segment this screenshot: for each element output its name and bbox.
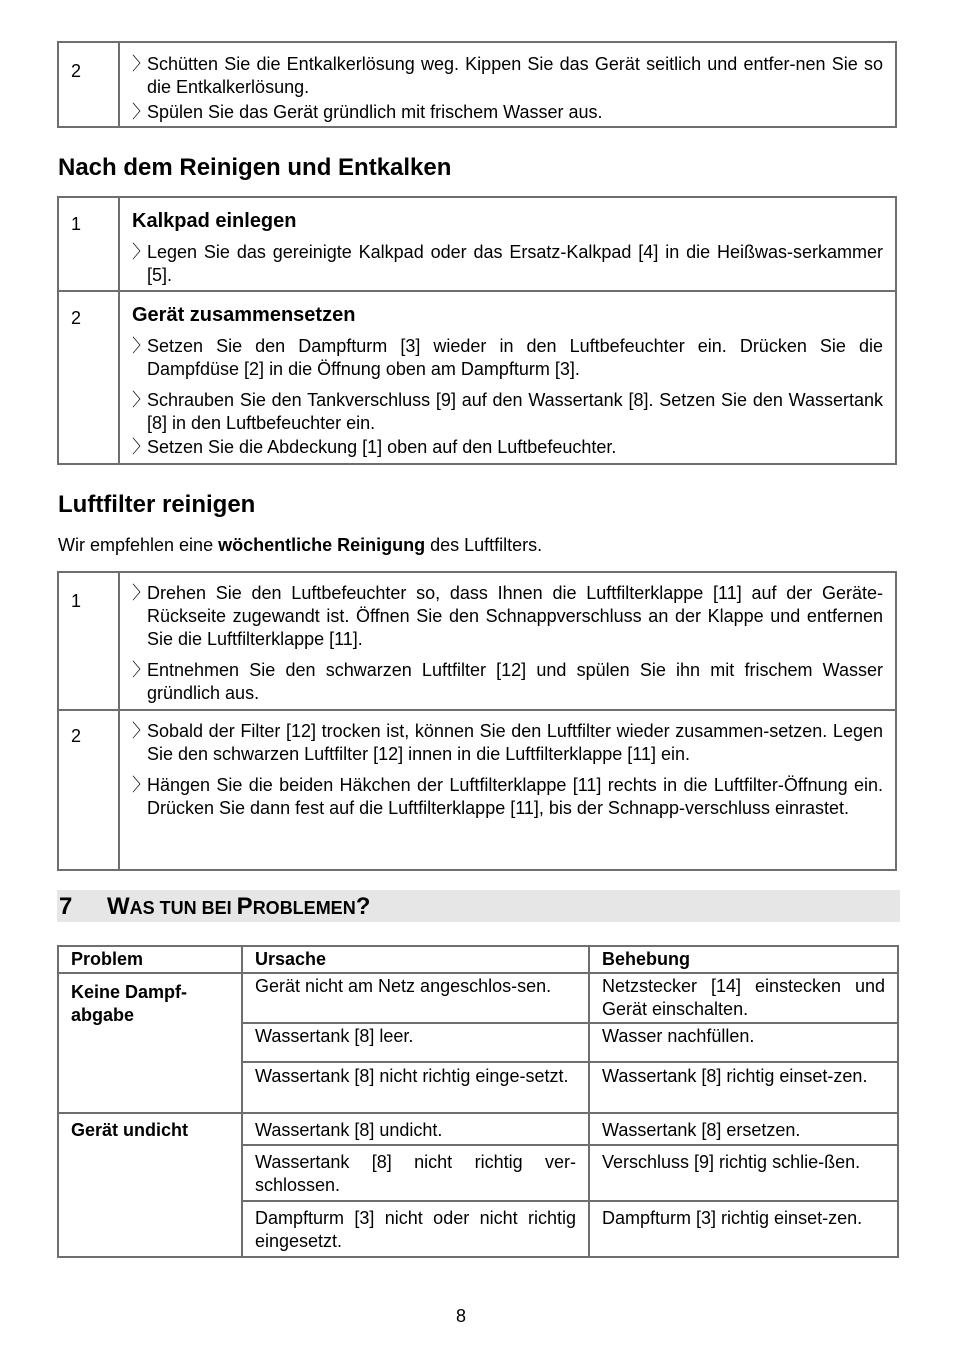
bullet-arrow-icon: 〉 [132, 336, 150, 356]
instruction-bullet: 〉 Schütten Sie die Entkalkerlösung weg. Kippen Sie das Gerät seitlich und entfer-nen Sie so die Entkalkerlösung. [132, 54, 883, 97]
troubleshooting-table [57, 945, 899, 1258]
instruction-bullet: 〉 Setzen Sie den Dampfturm [3] wieder in den Luftbefeuchter ein. Drücken Sie die Dampfdüse [2] in die Öffnung oben am Dampfturm [3]. [132, 336, 883, 379]
cause-cell: Wassertank [8] leer. [242, 1023, 589, 1062]
step-number: 1 [58, 197, 119, 291]
filter-intro-text: Wir empfehlen eine wöchentliche Reinigung des Luftfilters. [58, 535, 543, 555]
bullet-arrow-icon: 〉 [132, 102, 150, 122]
column-header-problem: Problem [58, 946, 242, 973]
problem-cell: Keine Dampf-abgabe [58, 973, 242, 1113]
column-header-fix: Behebung [589, 946, 898, 973]
bullet-arrow-icon: 〉 [132, 583, 150, 603]
table-row [58, 291, 896, 464]
step-number: 1 [58, 572, 119, 710]
step-number: 2 [58, 710, 119, 870]
column-header-cause: Ursache [242, 946, 589, 973]
step-subtitle: Gerät zusammensetzen [132, 304, 356, 326]
cause-cell: Wassertank [8] nicht richtig einge-setzt. [242, 1062, 589, 1113]
bullet-arrow-icon: 〉 [132, 660, 150, 680]
chapter-heading [57, 890, 900, 922]
step-number: 2 [58, 42, 119, 127]
table-row [58, 572, 896, 710]
after-cleaning-step-table [57, 196, 897, 465]
instruction-bullet: 〉 Entnehmen Sie den schwarzen Luftfilter [12] und spülen Sie ihn mit frischem Wasser gründlich aus. [132, 660, 883, 703]
descaling-step-table [57, 41, 897, 128]
step-subtitle: Kalkpad einlegen [132, 210, 297, 232]
table-header-row [58, 946, 898, 973]
bullet-arrow-icon: 〉 [132, 437, 150, 457]
instruction-bullet: 〉 Drehen Sie den Luftbefeuchter so, dass Ihnen die Luftfilterklappe [11] auf der Geräte-Rückseite zugewandt ist. Öffnen Sie den Schnappverschluss an der Klappe und entfernen Sie die Luftfilterklappe [11]. [132, 583, 883, 649]
fix-cell: Wassertank [8] richtig einset-zen. [589, 1062, 898, 1113]
chapter-title: WAS TUN BEI PROBLEMEN? [107, 893, 371, 920]
section-heading-air-filter: Luftfilter reinigen [58, 491, 256, 518]
cause-cell: Dampfturm [3] nicht oder nicht richtig eingesetzt. [242, 1201, 589, 1257]
bullet-arrow-icon: 〉 [132, 775, 150, 795]
cause-cell: Gerät nicht am Netz angeschlos-sen. [242, 973, 589, 1023]
section-heading-after-cleaning: Nach dem Reinigen und Entkalken [58, 154, 452, 181]
table-row [58, 710, 896, 870]
cause-cell: Wassertank [8] nicht richtig ver-schlossen. [242, 1145, 589, 1201]
instruction-bullet: 〉 Schrauben Sie den Tankverschluss [9] auf den Wassertank [8]. Setzen Sie den Wassertank [8] in den Luftbefeuchter ein. [132, 390, 883, 433]
chapter-number: 7 [59, 893, 73, 920]
step-number: 2 [58, 291, 119, 464]
air-filter-step-table [57, 571, 897, 871]
table-row [58, 1113, 898, 1145]
bullet-arrow-icon: 〉 [132, 54, 150, 74]
fix-cell: Wassertank [8] ersetzen. [589, 1113, 898, 1145]
problem-cell: Gerät undicht [58, 1113, 242, 1257]
table-row [58, 197, 896, 291]
bullet-arrow-icon: 〉 [132, 721, 150, 741]
fix-cell: Wasser nachfüllen. [589, 1023, 898, 1062]
fix-cell: Verschluss [9] richtig schlie-ßen. [589, 1145, 898, 1201]
instruction-bullet: 〉 Sobald der Filter [12] trocken ist, können Sie den Luftfilter wieder zusammen-setzen. Legen Sie den schwarzen Luftfilter [12] innen in die Luftfilterklappe [11] ein. [132, 721, 883, 764]
instruction-bullet: 〉 Spülen Sie das Gerät gründlich mit frischem Wasser aus. [132, 102, 603, 122]
instruction-bullet: 〉 Hängen Sie die beiden Häkchen der Luftfilterklappe [11] rechts in die Luftfilter-Öffnung ein. Drücken Sie dann fest auf die Luftfilterklappe [11], bis der Schnapp-verschluss einrastet. [132, 775, 883, 818]
cause-cell: Wassertank [8] undicht. [242, 1113, 589, 1145]
table-row [58, 973, 898, 1023]
instruction-bullet: 〉 Legen Sie das gereinigte Kalkpad oder das Ersatz-Kalkpad [4] in die Heißwas-serkammer [5]. [132, 242, 883, 285]
page-number: 8 [455, 1306, 466, 1326]
bullet-arrow-icon: 〉 [132, 390, 150, 410]
bullet-arrow-icon: 〉 [132, 242, 150, 262]
fix-cell: Netzstecker [14] einstecken und Gerät einschalten. [589, 973, 898, 1023]
instruction-bullet: 〉 Setzen Sie die Abdeckung [1] oben auf den Luftbefeuchter. [132, 437, 617, 457]
fix-cell: Dampfturm [3] richtig einset-zen. [589, 1201, 898, 1257]
table-row [58, 42, 896, 127]
